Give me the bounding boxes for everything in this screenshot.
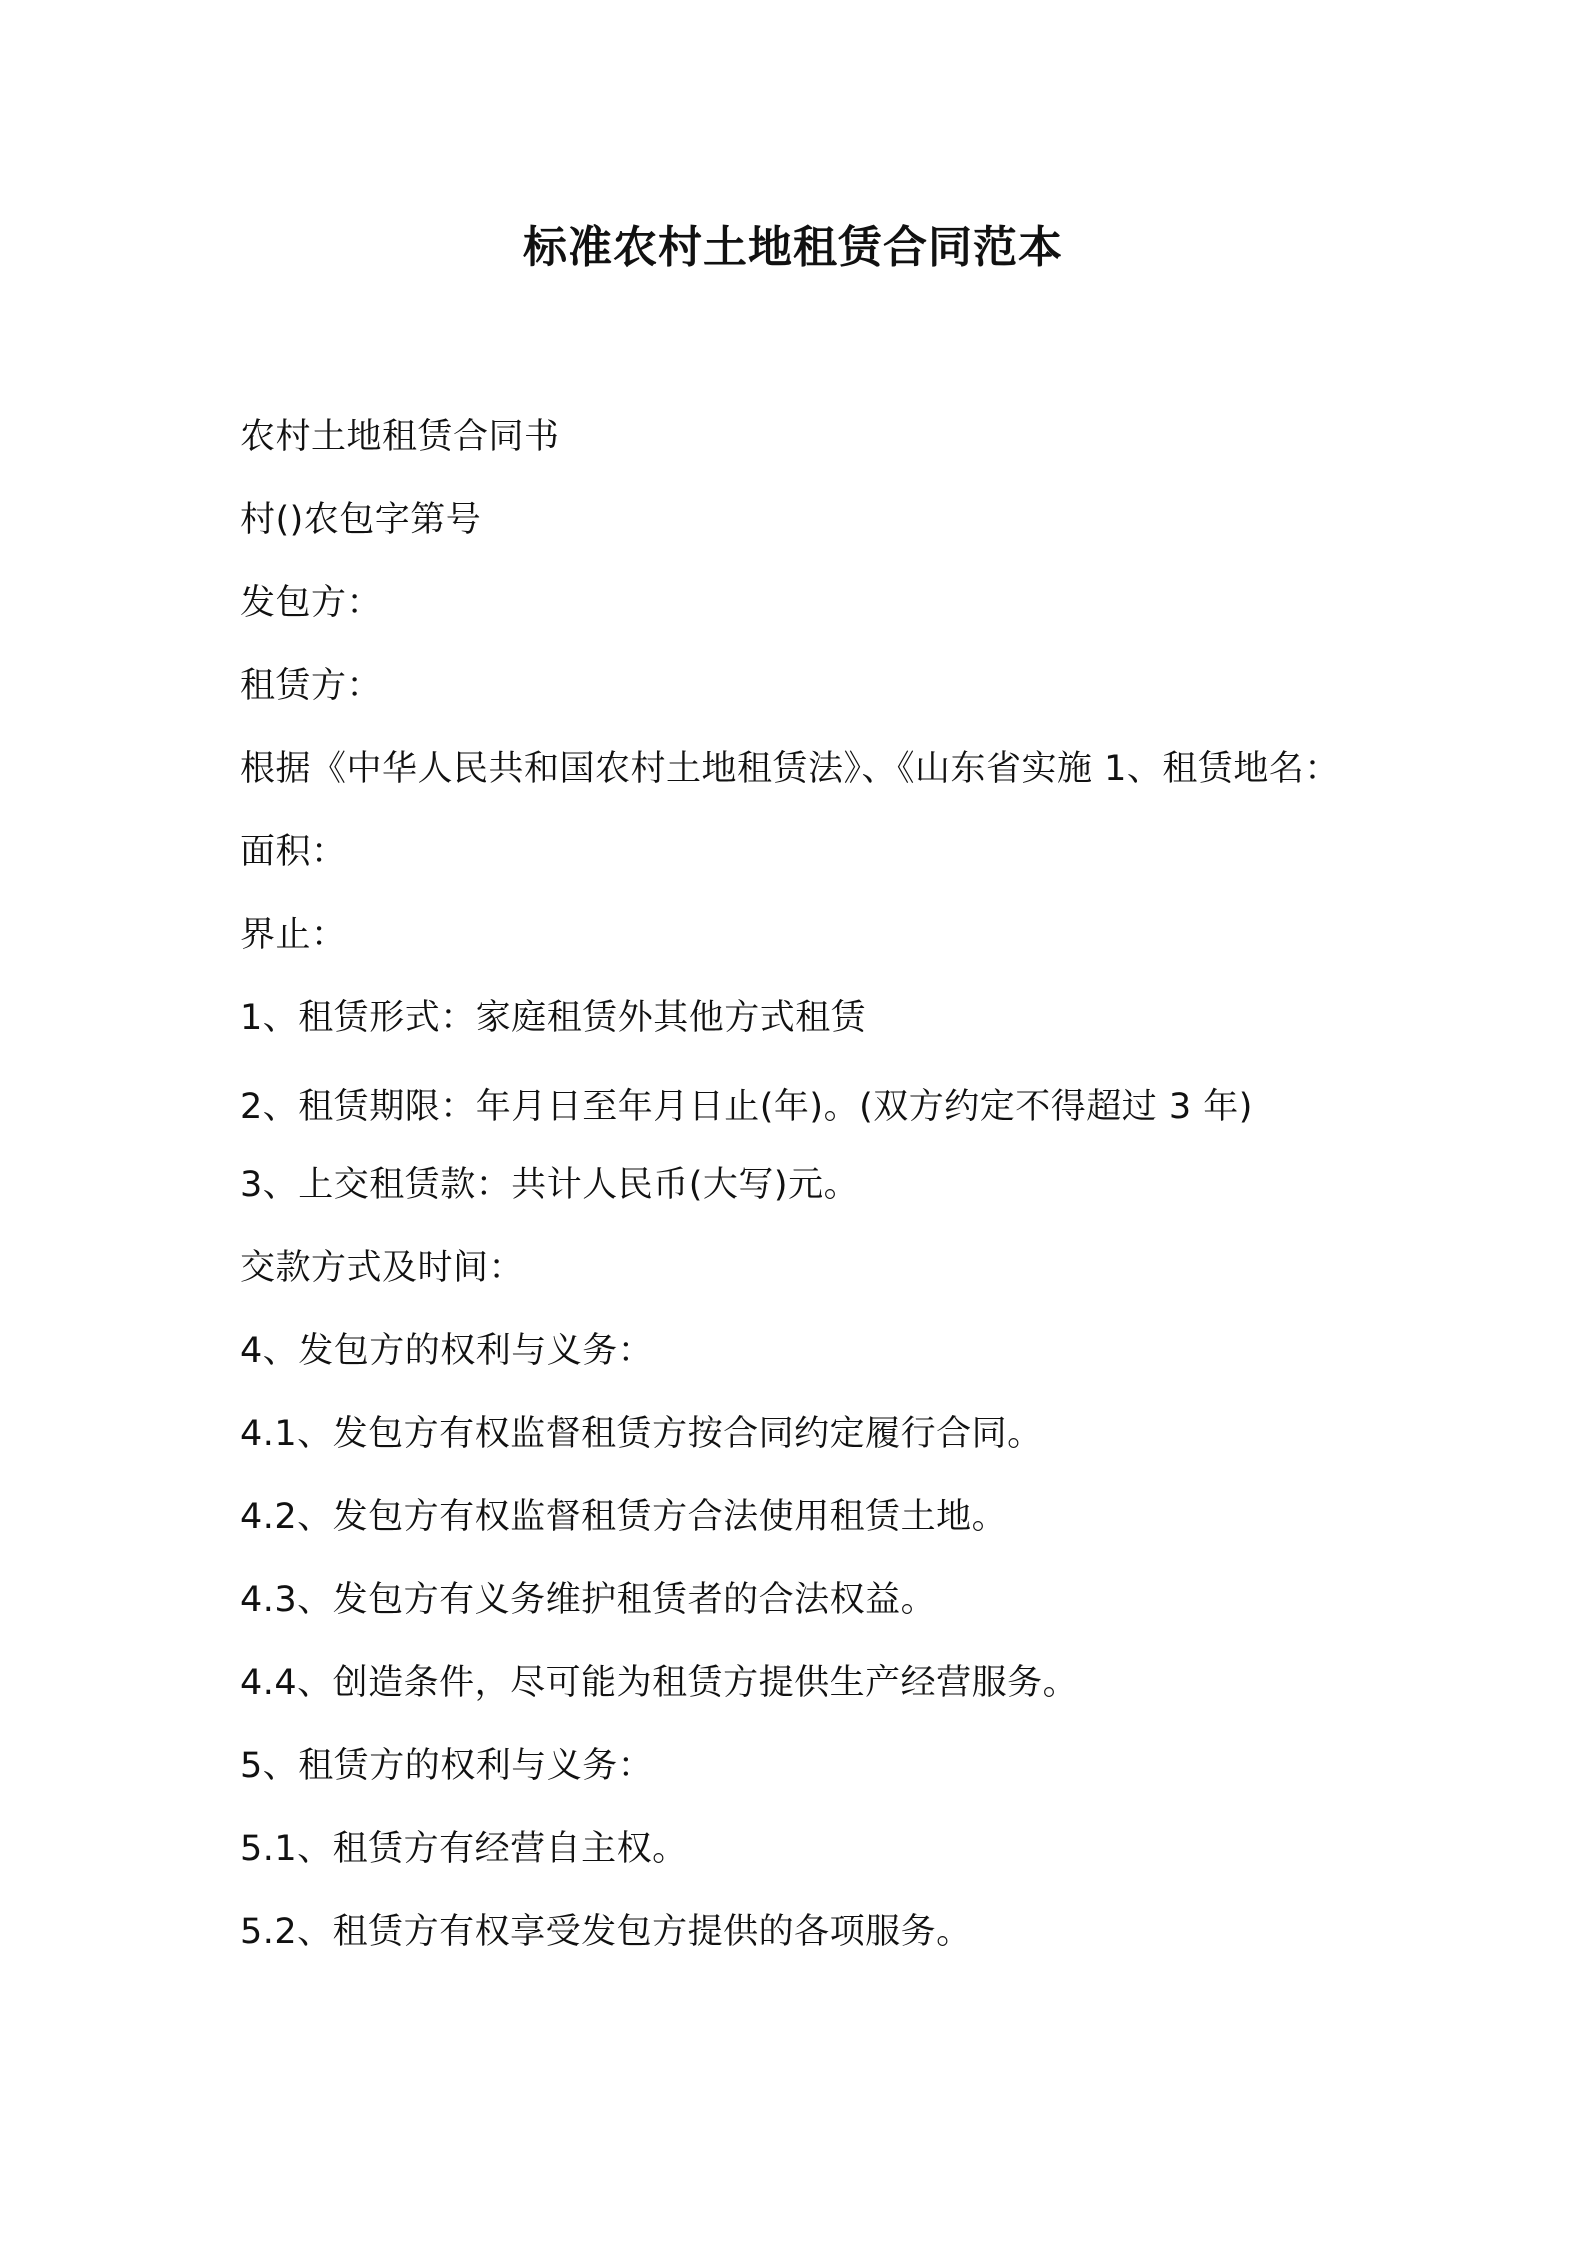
- clause-4-3: 4.3、发包方有义务维护租赁者的合法权益。: [240, 1580, 937, 1620]
- clause-2-lease-term: 2、租赁期限：年月日至年月日止(年)。(双方约定不得超过 3 年): [240, 1087, 1253, 1127]
- contract-number-line: 村()农包字第号: [240, 500, 482, 540]
- area-line: 面积：: [240, 832, 347, 872]
- lessee-line: 租赁方：: [240, 666, 383, 706]
- lessor-line: 发包方：: [240, 583, 383, 623]
- clause-5-heading: 5、租赁方的权利与义务：: [240, 1746, 654, 1786]
- clause-4-2: 4.2、发包方有权监督租赁方合法使用租赁土地。: [240, 1497, 1008, 1537]
- boundary-line: 界止：: [240, 915, 347, 955]
- clause-1-lease-form: 1、租赁形式：家庭租赁外其他方式租赁: [240, 998, 867, 1038]
- clause-5-2: 5.2、租赁方有权享受发包方提供的各项服务。: [240, 1912, 972, 1952]
- clause-5-1: 5.1、租赁方有经营自主权。: [240, 1829, 688, 1869]
- contract-heading: 农村土地租赁合同书: [240, 417, 560, 457]
- legal-basis-line: 根据《中华人民共和国农村土地租赁法》、《山东省实施 1、租赁地名：: [240, 749, 1340, 789]
- clause-4-heading: 4、发包方的权利与义务：: [240, 1331, 654, 1371]
- clause-4-1: 4.1、发包方有权监督租赁方按合同约定履行合同。: [240, 1414, 1043, 1454]
- clause-4-4: 4.4、创造条件，尽可能为租赁方提供生产经营服务。: [240, 1663, 1079, 1703]
- payment-method-line: 交款方式及时间：: [240, 1248, 525, 1288]
- clause-3-rent: 3、上交租赁款：共计人民币(大写)元。: [240, 1165, 860, 1205]
- document-title: 标准农村土地租赁合同范本: [523, 222, 1063, 273]
